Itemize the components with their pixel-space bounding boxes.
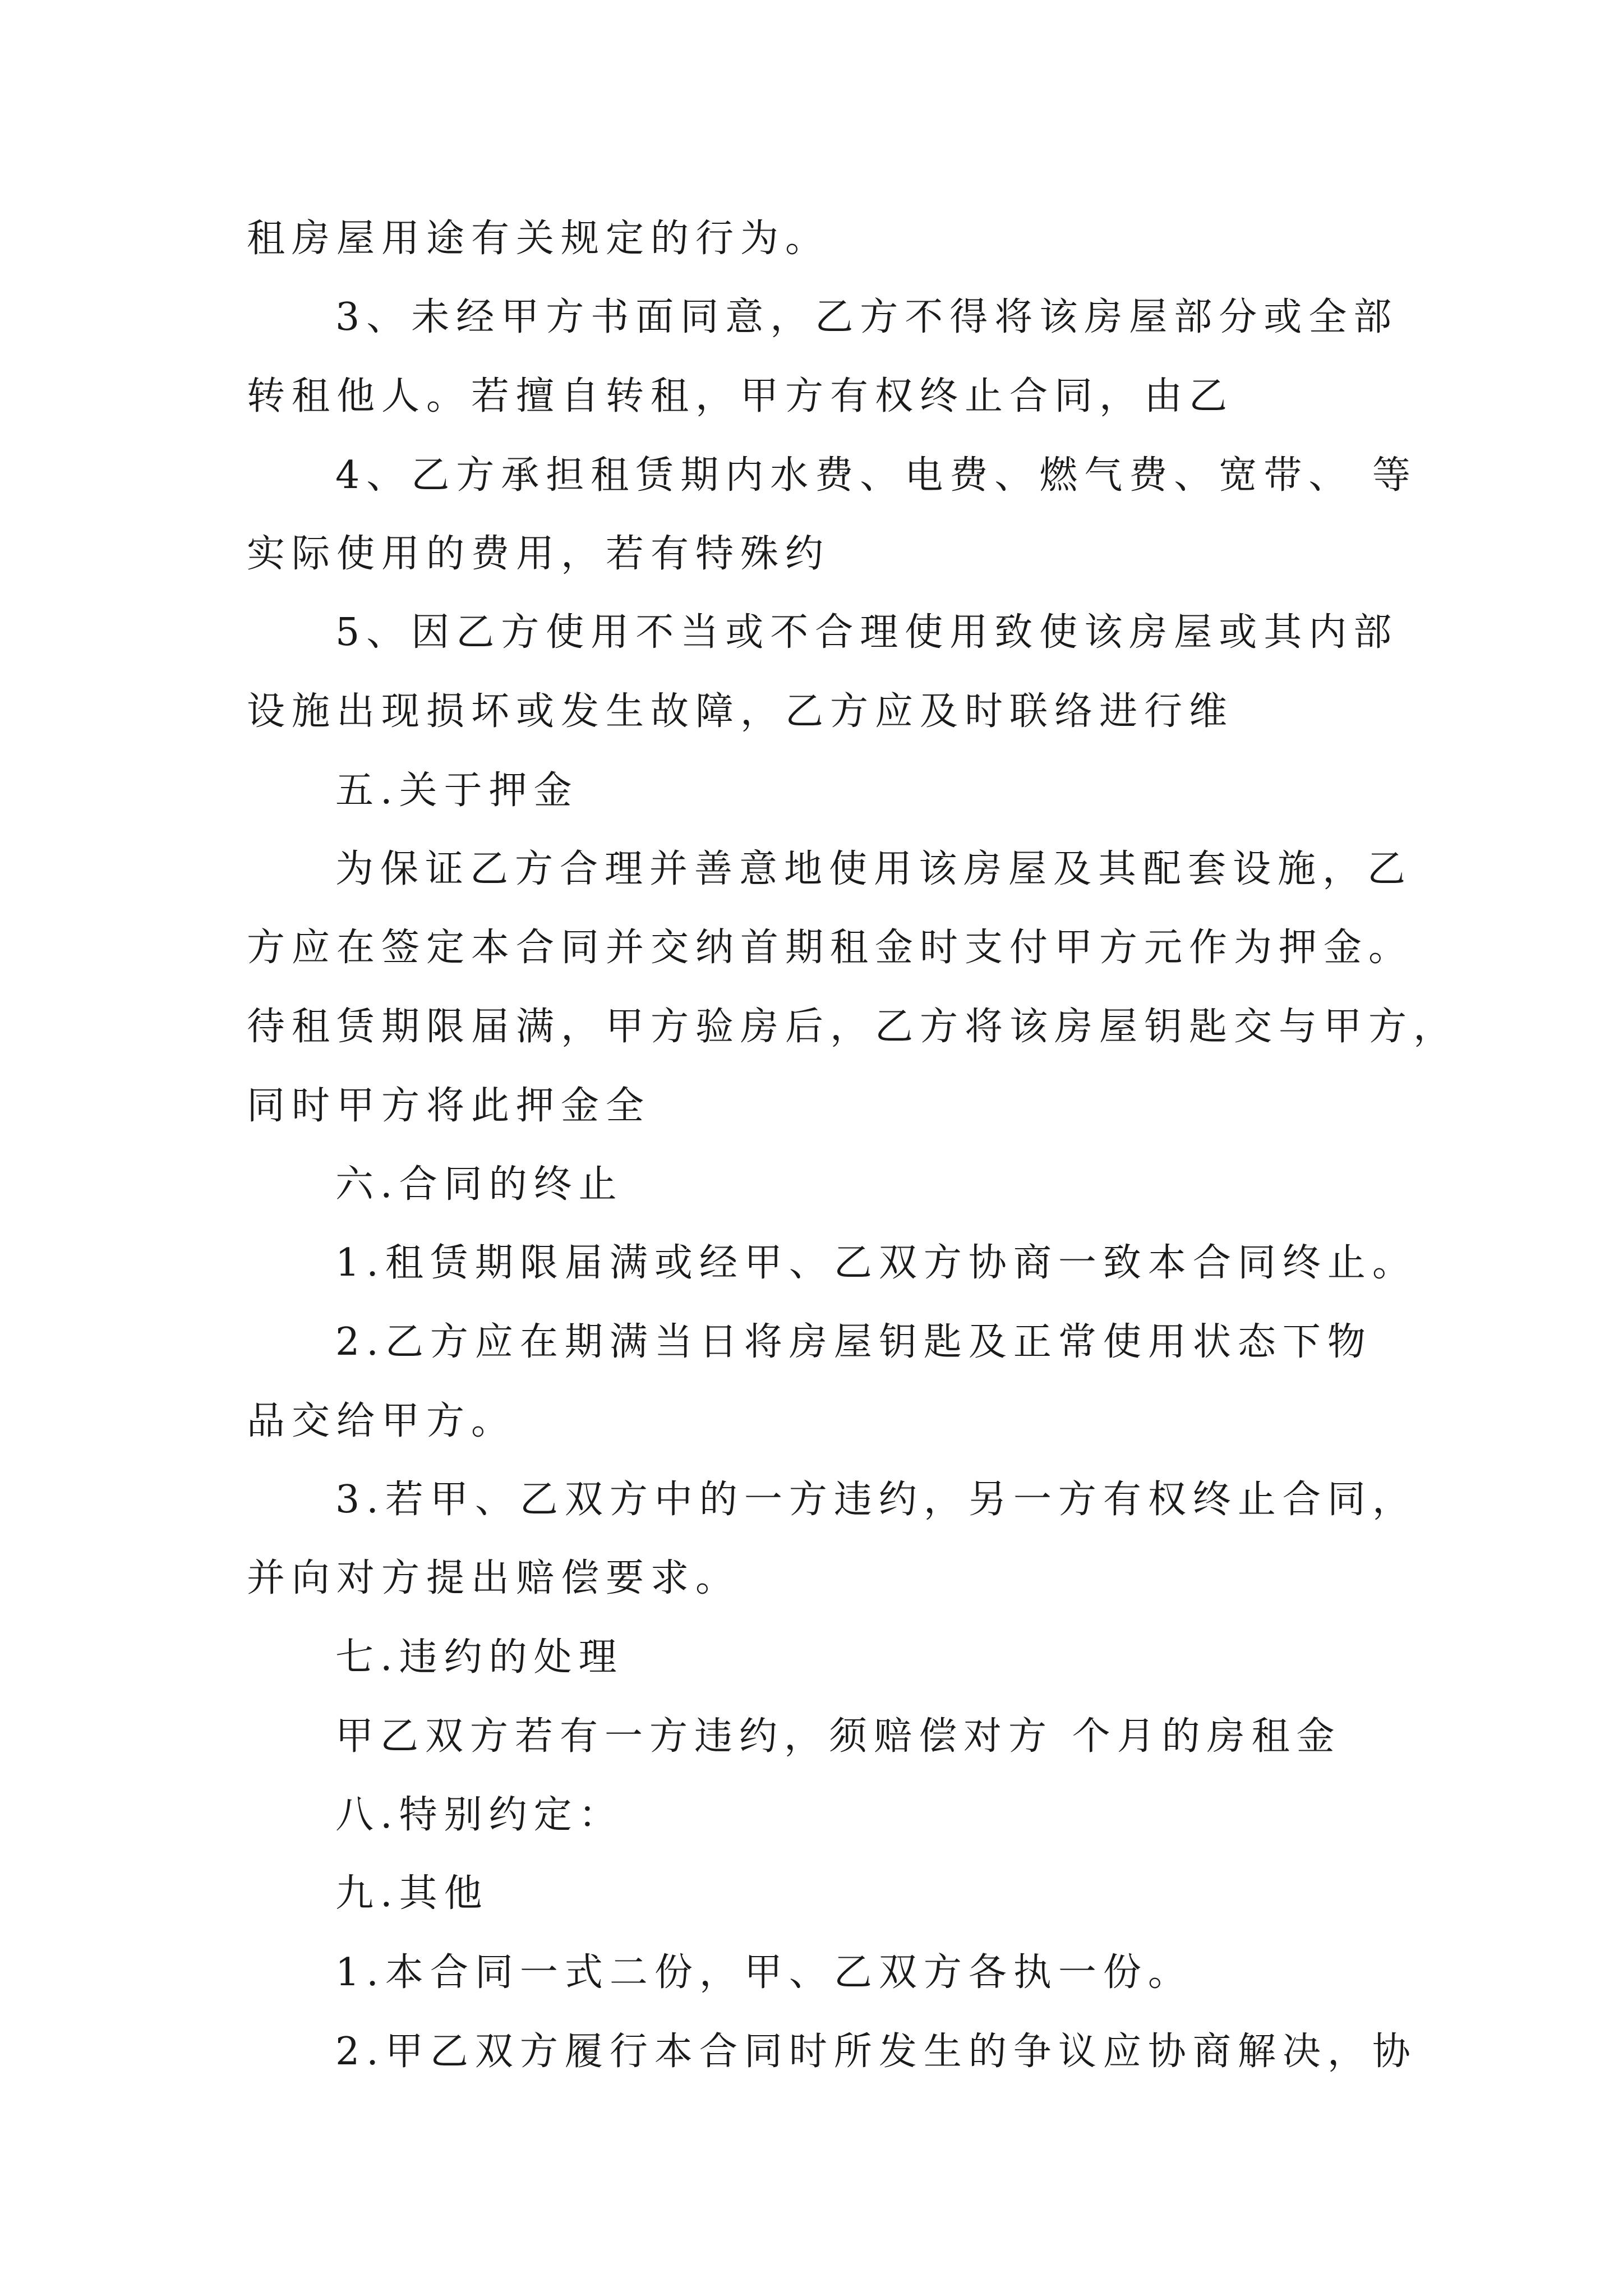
text-line: 品交给甲方。 <box>247 1399 517 1443</box>
section-heading: 九.其他 <box>335 1871 489 1916</box>
text-line: 2.甲乙双方履行本合同时所发生的争议应协商解决，协 <box>335 2030 1417 2074</box>
text-line: 为保证乙方合理并善意地使用该房屋及其配套设施，乙 <box>335 847 1413 891</box>
text-line: 转租他人。若擅自转租，甲方有权终止合同，由乙 <box>247 374 1234 418</box>
text-line: 3.若甲、乙双方中的一方违约，另一方有权终止合同， <box>335 1478 1417 1522</box>
text-line: 同时甲方将此押金全 <box>247 1084 651 1128</box>
section-heading: 七.违约的处理 <box>335 1635 624 1680</box>
text-line: 1.租赁期限届满或经甲、乙双方协商一致本合同终止。 <box>335 1241 1417 1285</box>
section-heading: 八.特别约定： <box>335 1793 624 1837</box>
section-heading: 五.关于押金 <box>335 769 579 813</box>
text-line: 待租赁期限届满，甲方验房后，乙方将该房屋钥匙交与甲方， <box>247 1005 1459 1049</box>
text-line: 1.本合同一式二份，甲、乙双方各执一份。 <box>335 1950 1193 1995</box>
text-line: 方应在签定本合同并交纳首期租金时支付甲方元作为押金。 <box>247 926 1414 970</box>
text-line: 甲乙双方若有一方违约，须赔偿对方 个月的房租金 <box>335 1714 1341 1759</box>
text-line: 设施出现损坏或发生故障，乙方应及时联络进行维 <box>247 689 1234 734</box>
text-line: 5、因乙方使用不当或不合理使用致使该房屋或其内部 <box>335 610 1399 655</box>
text-line: 4、乙方承担租赁期内水费、电费、燃气费、宽带、 等 <box>335 453 1417 498</box>
text-line: 租房屋用途有关规定的行为。 <box>247 217 831 261</box>
text-line: 并向对方提出赔偿要求。 <box>247 1556 741 1600</box>
section-heading: 六.合同的终止 <box>335 1162 624 1207</box>
text-line: 2.乙方应在期满当日将房屋钥匙及正常使用状态下物 <box>335 1320 1372 1364</box>
text-line: 3、未经甲方书面同意，乙方不得将该房屋部分或全部 <box>335 295 1399 339</box>
text-line: 实际使用的费用，若有特殊约 <box>247 532 831 576</box>
